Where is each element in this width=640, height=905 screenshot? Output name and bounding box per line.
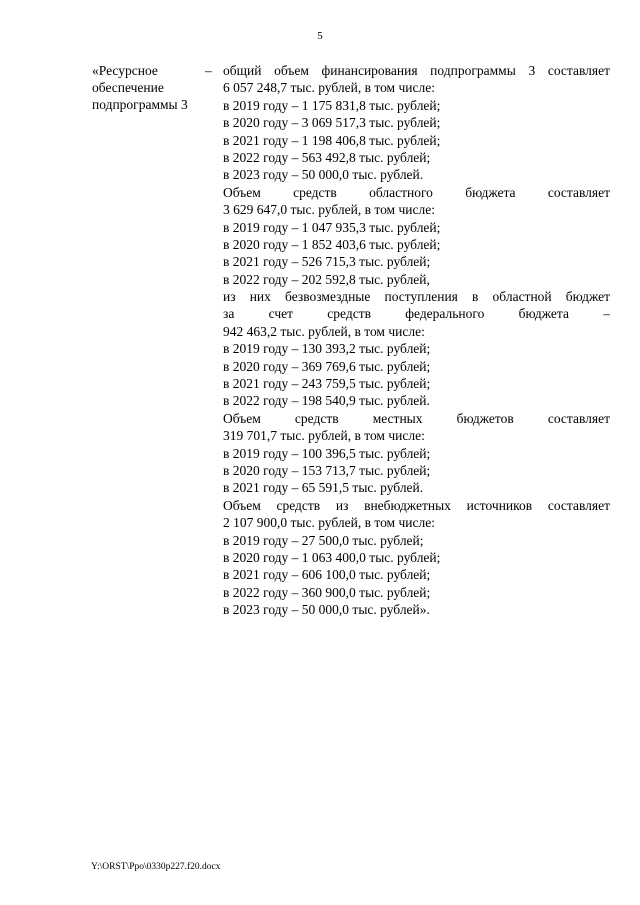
text-line: 6 057 248,7 тыс. рублей, в том числе: [223, 80, 435, 96]
text-line: в 2023 году – 50 000,0 тыс. рублей». [223, 602, 430, 618]
text-line: в 2019 году – 1 175 831,8 тыс. рублей; [223, 97, 441, 113]
text-line: 3 629 647,0 тыс. рублей, в том числе: [223, 202, 435, 218]
text-line: в 2021 году – 526 715,3 тыс. рублей; [223, 254, 431, 270]
section-label-line: «Ресурсное [92, 63, 158, 78]
text-line: в 2020 году – 153 713,7 тыс. рублей; [223, 462, 431, 478]
text-line: общий объем финансирования подпрограммы 3 составляет [223, 63, 610, 78]
section-label [92, 62, 204, 113]
text-line: в 2020 году – 1 852 403,6 тыс. рублей; [223, 236, 441, 252]
text-line: в 2023 году – 50 000,0 тыс. рублей. [223, 167, 424, 183]
financing-text [223, 62, 610, 619]
section-label-line: подпрограммы 3 [92, 97, 188, 112]
text-line: в 2021 году – 65 591,5 тыс. рублей. [223, 480, 424, 496]
text-line: в 2022 году – 202 592,8 тыс. рублей, [223, 271, 430, 287]
text-line: 942 463,2 тыс. рублей, в том числе: [223, 323, 425, 339]
text-line: в 2022 году – 563 492,8 тыс. рублей; [223, 149, 431, 165]
text-line: 2 107 900,0 тыс. рублей, в том числе: [223, 515, 435, 531]
separator-dash: – [205, 63, 212, 78]
text-line: за счет средств федерального бюджета – [223, 306, 610, 322]
text-line: в 2021 году – 243 759,5 тыс. рублей; [223, 376, 431, 392]
text-line: Объем средств областного бюджета составляет [223, 184, 610, 200]
text-line: в 2021 году – 1 198 406,8 тыс. рублей; [223, 132, 441, 148]
text-line: в 2019 году – 100 396,5 тыс. рублей; [223, 445, 431, 461]
page-number: 5 [317, 30, 323, 42]
text-line: в 2019 году – 27 500,0 тыс. рублей; [223, 532, 424, 548]
text-line: в 2021 году – 606 100,0 тыс. рублей; [223, 567, 431, 583]
section-label-line: обеспечение [92, 80, 164, 95]
text-line: Объем средств местных бюджетов составляет [223, 410, 610, 426]
text-line: в 2019 году – 130 393,2 тыс. рублей; [223, 341, 431, 357]
text-line: в 2020 году – 1 063 400,0 тыс. рублей; [223, 549, 441, 565]
text-line: в 2022 году – 360 900,0 тыс. рублей; [223, 584, 431, 600]
text-line: из них безвозмездные поступления в областной бюджет [223, 289, 610, 305]
text-line: в 2020 году – 369 769,6 тыс. рублей; [223, 358, 431, 374]
text-line: Объем средств из внебюджетных источников составляет [223, 497, 610, 513]
text-line: 319 701,7 тыс. рублей, в том числе: [223, 428, 425, 444]
text-line: в 2020 году – 3 069 517,3 тыс. рублей; [223, 115, 441, 131]
text-line: в 2019 году – 1 047 935,3 тыс. рублей; [223, 219, 441, 235]
file-path-footer: Y:\ORST\Ppo\0330p227.f20.docx [91, 862, 221, 872]
text-line: в 2022 году – 198 540,9 тыс. рублей. [223, 393, 430, 409]
